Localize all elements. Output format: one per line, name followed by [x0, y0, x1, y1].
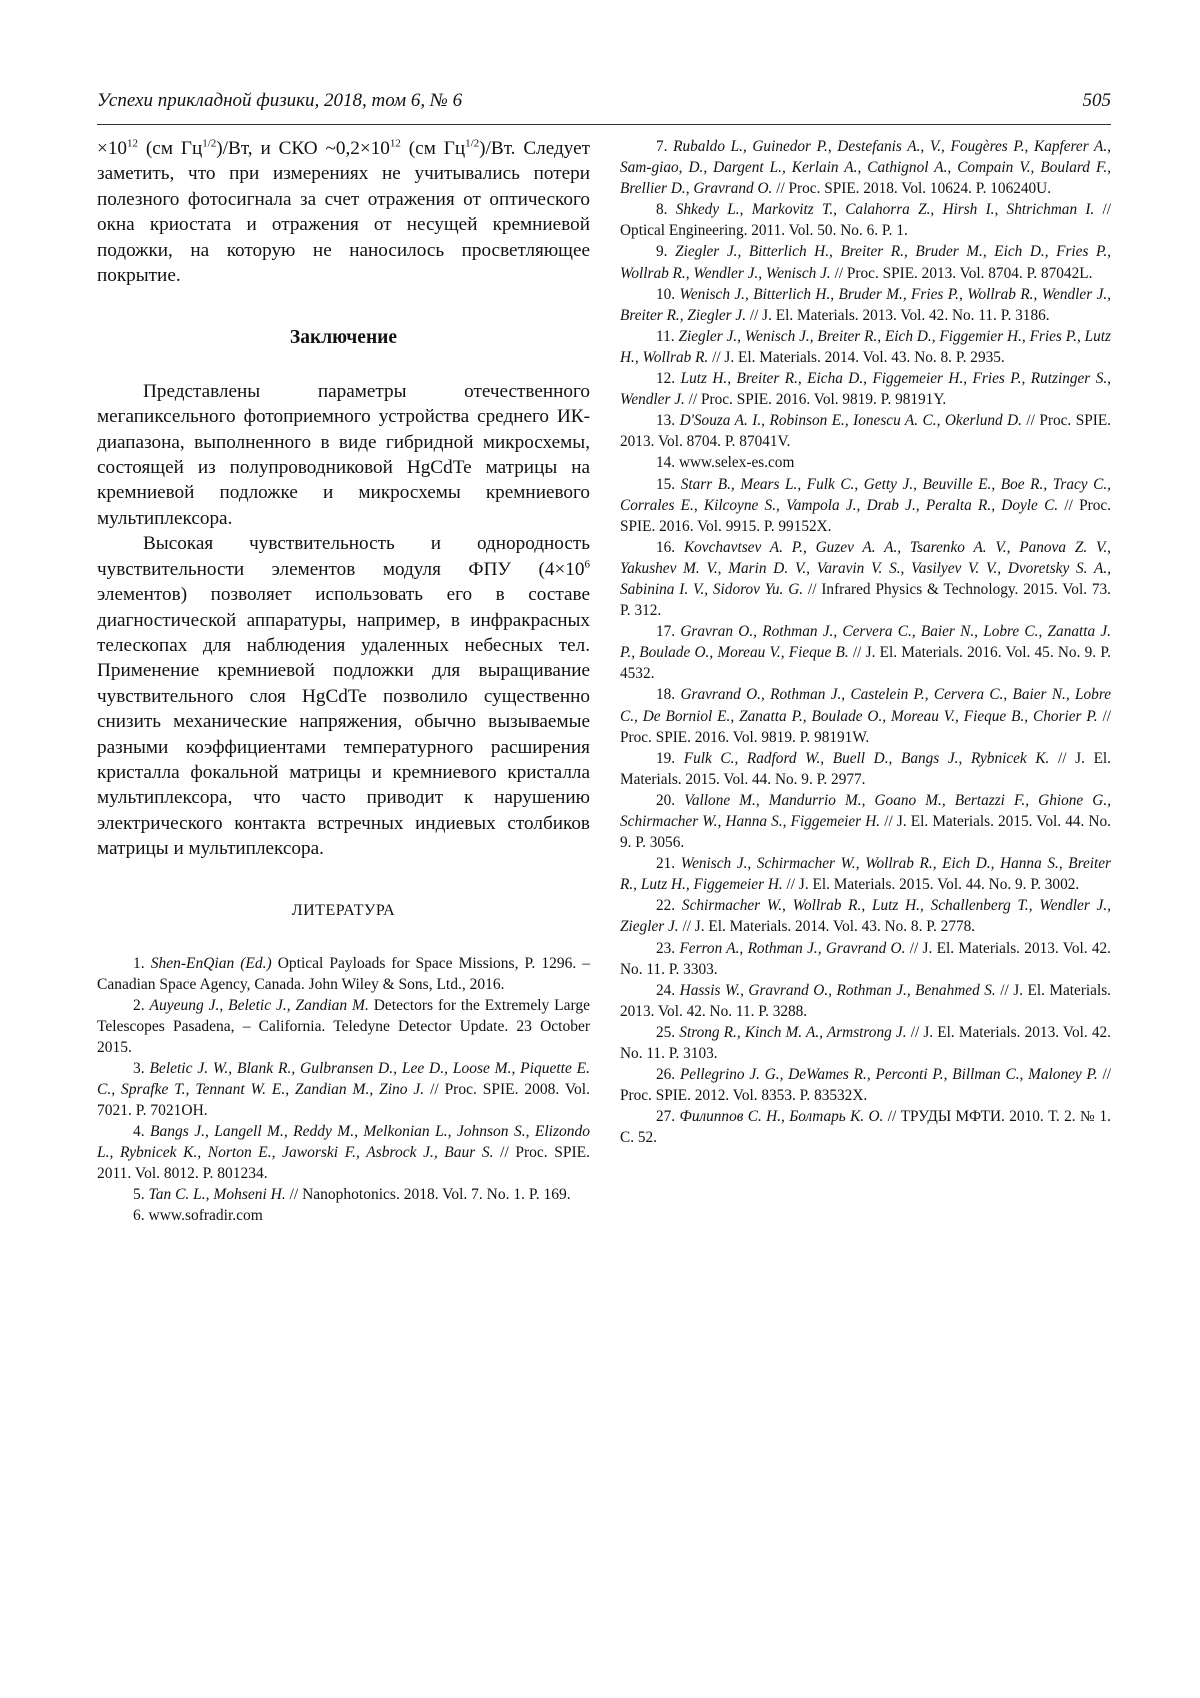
text-run: Высокая чувствительность и однородность чувствительности элементов модуля ФПУ (4×10 [97, 533, 590, 579]
reference-details: // Optical Engineering. 2011. Vol. 50. No. 6. P. 1. [620, 201, 1111, 239]
reference-authors: Филиппов С. Н., Болтарь К. О. [680, 1108, 884, 1125]
reference-authors: Lutz H., Breiter R., Eicha D., Figgemeier H., Fries P., Rutzinger S., Wendler J. [620, 370, 1111, 408]
reference-number: 23. [656, 940, 675, 957]
reference-item [620, 368, 1111, 410]
reference-number: 17. [656, 623, 675, 640]
reference-authors: Starr B., Mears L., Fulk C., Getty J., Beuville E., Boe R., Tracy C., Corrales E., Kilcoyne S., Vampola J., Drab J., Peralta R., Doyle C. [620, 476, 1111, 514]
reference-authors: Rubaldo L., Guinedor P., Destefanis A., V., Fougères P., Kapferer A., Sam-giao, D., Dargent L., Kerlain A., Cathignol A., Compain V., Boulard F., Brellier D., Gravrand O. [620, 138, 1111, 197]
references-heading: ЛИТЕРАТУРА [97, 898, 590, 923]
reference-details: // J. El. Materials. 2015. Vol. 44. No. 9. P. 3056. [620, 813, 1111, 851]
reference-authors: Beletic J. W., Blank R., Gulbransen D., Lee D., Loose M., Piquette E. C., Sprafke T., Tennant W. E., Zandian M., Zino J. [97, 1060, 590, 1098]
reference-authors: Schirmacher W., Wollrab R., Lutz H., Schallenberg T., Wendler J., Ziegler J. [620, 897, 1111, 935]
reference-number: 19. [656, 750, 675, 767]
reference-item [620, 1106, 1111, 1148]
reference-details: // J. El. Materials. 2013. Vol. 42. No. 11. P. 3288. [620, 982, 1111, 1020]
reference-details: // Proc. SPIE. 2013. Vol. 8704. P. 87041V. [620, 412, 1111, 450]
reference-details: // ТРУДЫ МФТИ. 2010. Т. 2. № 1. С. 52. [620, 1108, 1111, 1146]
reference-authors: Ferron A., Rothman J., Gravrand O. [679, 940, 905, 957]
reference-details: // J. El. Materials. 2013. Vol. 42. No. 11. P. 3103. [620, 1024, 1111, 1062]
reference-authors: Ziegler J., Bitterlich H., Breiter R., Bruder M., Eich D., Fries P., Wollrab R., Wendler J., Wenisch J. [620, 243, 1111, 281]
reference-authors: Shen-EnQian (Ed.) [151, 955, 272, 972]
reference-number: 18. [656, 686, 675, 703]
reference-authors: Wenisch J., Bitterlich H., Bruder M., Fries P., Wollrab R., Wendler J., Breiter R., Ziegler J. [620, 286, 1111, 324]
reference-item [97, 1205, 590, 1226]
reference-number: 5. [133, 1186, 145, 1203]
reference-authors: Pellegrino J. G., DeWames R., Perconti P., Billman C., Maloney P. [680, 1066, 1098, 1083]
reference-authors: Vallone M., Mandurrio M., Goano M., Bertazzi F., Ghione G., Schirmacher W., Hanna S., Figgemeier H. [620, 792, 1111, 830]
reference-number: 13. [656, 412, 675, 429]
reference-number: 10. [656, 286, 675, 303]
right-column [620, 136, 1111, 1149]
reference-item [620, 136, 1111, 199]
reference-authors: Hassis W., Gravrand O., Rothman J., Benahmed S. [680, 982, 996, 999]
reference-item [620, 980, 1111, 1022]
reference-number: 4. [133, 1123, 145, 1140]
reference-number: 6. [133, 1207, 145, 1224]
reference-details: // J. El. Materials. 2013. Vol. 42. No. 11. P. 3303. [620, 940, 1111, 978]
reference-number: 22. [656, 897, 675, 914]
reference-details: Optical Payloads for Space Missions, P. 1296. – Canadian Space Agency, Canada. John Wiley & Sons, Ltd., 2016. [97, 955, 590, 993]
reference-item [620, 853, 1111, 895]
reference-number: 9. [656, 243, 667, 260]
text-run: )/Вт, и СКО ~0,2×10 [216, 138, 390, 159]
reference-authors: D'Souza A. I., Robinson E., Ionescu A. C., Okerlund D. [680, 412, 1022, 429]
reference-item [97, 1058, 590, 1121]
reference-number: 12. [656, 370, 675, 387]
reference-number: 3. [133, 1060, 145, 1077]
page-number: 505 [1083, 90, 1112, 112]
reference-item [620, 790, 1111, 853]
reference-item [620, 241, 1111, 283]
reference-details: www.sofradir.com [149, 1207, 263, 1224]
reference-item [97, 1121, 590, 1184]
reference-item [620, 1064, 1111, 1106]
reference-item [620, 1022, 1111, 1064]
reference-number: 25. [656, 1024, 675, 1041]
measurement-paragraph: ×1012 (см Гц1/2)/Вт, и СКО ~0,2×1012 (см Гц1/2)/Вт. Следует заметить, что при измерениях не учитывались потери полезного фотосигнала за счет отражения от оптического окна криостата и отражения от несущей кремниевой подожки, на которую не наносилось просветляющее покрытие. [97, 136, 590, 288]
reference-details: // J. El. Materials. 2013. Vol. 42. No. 11. P. 3186. [746, 307, 1050, 324]
reference-authors: Ziegler J., Wenisch J., Breiter R., Eich D., Figgemier H., Fries P., Lutz H., Wollrab R. [620, 328, 1111, 366]
reference-number: 21. [656, 855, 675, 872]
superscript: 1/2 [202, 138, 216, 150]
reference-number: 2. [133, 997, 145, 1014]
reference-item [620, 621, 1111, 684]
reference-item [620, 748, 1111, 790]
reference-details: // Proc. SPIE. 2016. Vol. 9819. P. 98191Y. [685, 391, 946, 408]
reference-details: // J. El. Materials. 2015. Vol. 44. No. 9. P. 2977. [620, 750, 1111, 788]
reference-number: 26. [656, 1066, 675, 1083]
text-run: (см Гц [138, 138, 202, 159]
reference-details: // Infrared Physics & Technology. 2015. Vol. 73. P. 312. [620, 581, 1111, 619]
reference-authors: Fulk C., Radford W., Buell D., Bangs J., Rybnicek K. [684, 750, 1050, 767]
reference-number: 11. [656, 328, 675, 345]
reference-details: // J. El. Materials. 2014. Vol. 43. No. 8. P. 2778. [679, 918, 975, 935]
reference-list-right [620, 136, 1111, 1149]
reference-authors: Wenisch J., Schirmacher W., Wollrab R., Eich D., Hanna S., Breiter R., Lutz H., Figgemeier H. [620, 855, 1111, 893]
reference-list-left [97, 953, 590, 1226]
reference-item [97, 953, 590, 995]
reference-item [620, 452, 1111, 473]
reference-details: // Proc. SPIE. 2013. Vol. 8704. P. 87042L. [831, 265, 1093, 282]
reference-details: // Proc. SPIE. 2012. Vol. 8353. P. 83532X. [620, 1066, 1111, 1104]
reference-number: 27. [656, 1108, 675, 1125]
reference-item [97, 1184, 590, 1205]
left-column [97, 136, 590, 1226]
reference-details: // J. El. Materials. 2016. Vol. 45. No. 9. P. 4532. [620, 644, 1111, 682]
reference-authors: Bangs J., Langell M., Reddy M., Melkonian L., Johnson S., Elizondo L., Rybnicek K., Norton E., Jaworski F., Asbrock J., Baur S. [97, 1123, 590, 1161]
reference-authors: Gravrand O., Rothman J., Castelein P., Cervera C., Baier N., Lobre C., De Borniol E., Zanatta P., Boulade O., Moreau V., Fieque B., Chorier P. [620, 686, 1111, 724]
reference-number: 14. [656, 454, 675, 471]
text-run: элементов) позволяет использовать его в составе диагностической аппаратуры, например, в инфракрасных телескопах для наблюдения удаленных небесных тел. Применение кремниевой подложки для выращивание чувствительного слоя HgCdTe позволило существенно снизить механические напряжения, обычно вызываемые разными коэффициентами температурного расширения кристалла фокальной матрицы и кремниевого кристалла мультиплексора, что часто приводит к нарушению электрического контакта встречных индиевых столбиков матрицы и мультиплексора. [97, 584, 590, 859]
reference-item [620, 474, 1111, 537]
reference-item [620, 326, 1111, 368]
reference-item [620, 895, 1111, 937]
reference-details: // Proc. SPIE. 2011. Vol. 8012. P. 801234. [97, 1144, 590, 1182]
reference-number: 15. [656, 476, 675, 493]
reference-details: // Proc. SPIE. 2016. Vol. 9819. P. 98191W. [620, 708, 1111, 746]
reference-item [97, 995, 590, 1058]
superscript: 1/2 [465, 138, 479, 150]
text-run: 10 [108, 138, 127, 159]
reference-details: Detectors for the Extremely Large Telescopes Pasadena, – California. Teledyne Detector Update. 23 October 2015. [97, 997, 590, 1056]
reference-number: 20. [656, 792, 675, 809]
reference-details: // Proc. SPIE. 2016. Vol. 9915. P. 99152X. [620, 497, 1111, 535]
reference-details: // Nanophotonics. 2018. Vol. 7. No. 1. P. 169. [286, 1186, 571, 1203]
reference-item [620, 410, 1111, 452]
reference-authors: Tan C. L., Mohseni H. [149, 1186, 286, 1203]
reference-number: 16. [656, 539, 675, 556]
reference-item [620, 684, 1111, 747]
superscript: 12 [127, 138, 138, 150]
conclusion-paragraph-2 [97, 531, 590, 861]
reference-details: // Proc. SPIE. 2018. Vol. 10624. P. 106240U. [772, 180, 1051, 197]
reference-authors: Gravran O., Rothman J., Cervera C., Baier N., Lobre C., Zanatta J. P., Boulade O., Moreau V., Fieque B. [620, 623, 1111, 661]
reference-item [620, 537, 1111, 621]
conclusion-heading: Заключение [97, 325, 590, 350]
reference-number: 7. [656, 138, 667, 155]
reference-details: // J. El. Materials. 2015. Vol. 44. No. 9. P. 3002. [783, 876, 1079, 893]
reference-item [620, 284, 1111, 326]
reference-item [620, 199, 1111, 241]
reference-details: // Proc. SPIE. 2008. Vol. 7021. P. 7021OH. [97, 1081, 590, 1119]
reference-authors: Strong R., Kinch M. A., Armstrong J. [679, 1024, 906, 1041]
reference-number: 8. [656, 201, 667, 218]
text-run: (см Гц [401, 138, 465, 159]
superscript: 6 [585, 558, 591, 570]
reference-number: 24. [656, 982, 675, 999]
reference-details: // J. El. Materials. 2014. Vol. 43. No. 8. P. 2935. [708, 349, 1004, 366]
journal-title: Успехи прикладной физики, 2018, том 6, № 6 [97, 90, 462, 112]
superscript: 12 [390, 138, 401, 150]
conclusion-paragraph-1: Представлены параметры отечественного мегапиксельного фотоприемного устройства среднего ИК-диапазона, выполненного в виде гибридной микросхемы, состоящей из полупроводниковой HgCdTe матрицы на кремниевой подложке и микросхемы кремниевого мультиплексора. [97, 379, 590, 531]
reference-number: 1. [133, 955, 145, 972]
reference-details: www.selex-es.com [679, 454, 794, 471]
reference-authors: Auyeung J., Beletic J., Zandian M. [150, 997, 369, 1014]
reference-authors: Shkedy L., Markovitz T., Calahorra Z., Hirsh I., Shtrichman I. [676, 201, 1095, 218]
reference-item [620, 938, 1111, 980]
page-header [97, 90, 1111, 125]
reference-authors: Kovchavtsev A. P., Guzev A. A., Tsarenko A. V., Panova Z. V., Yakushev M. V., Marin D. V., Varavin V. S., Vasilyev V. V., Dvoretsky S. A., Sabinina I. V., Sidorov Yu. G. [620, 539, 1111, 598]
text-run: )/Вт. Следует заметить, что при измерениях не учитывались потери полезного фотосигнала за счет отражения от оптического окна криостата и отражения от несущей кремниевой подожки, на которую не наносилось просветляющее покрытие. [97, 138, 590, 286]
